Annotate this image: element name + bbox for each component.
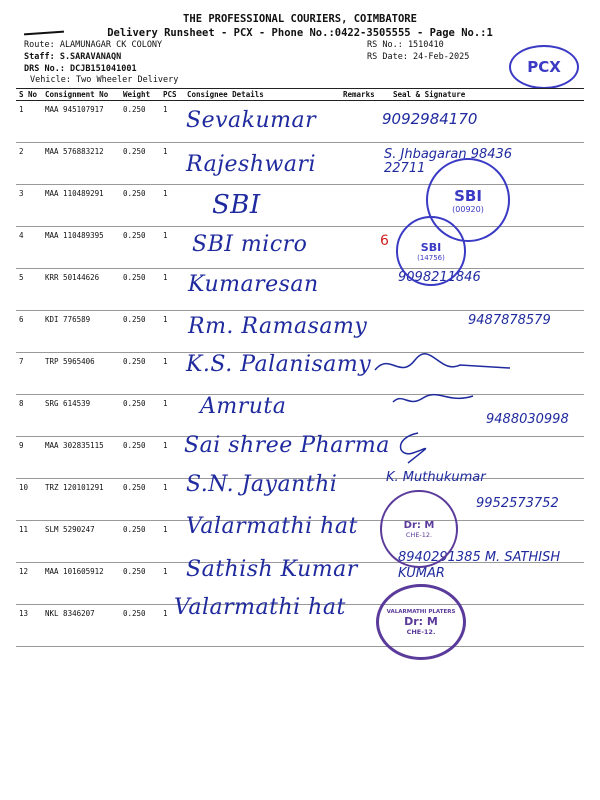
cell-pcs: 1	[160, 143, 184, 185]
hw-consignee-1: Sevakumar	[186, 108, 317, 133]
valarmathi-stamp-2	[376, 584, 466, 660]
cell-cno: TRZ 120101291	[42, 479, 120, 521]
cell-pcs: 1	[160, 395, 184, 437]
cell-pcs: 1	[160, 269, 184, 311]
hw-signature-5: 9098211846	[398, 270, 481, 285]
hw-consignee-8: Amruta	[200, 394, 287, 419]
cell-cno: MAA 576883212	[42, 143, 120, 185]
col-signature: Seal & Signature	[390, 89, 584, 101]
hw-signature-6: 9487878579	[468, 313, 551, 328]
cell-cno: MAA 110489395	[42, 227, 120, 269]
sbi-stamp-2-code: (14756)	[417, 253, 445, 262]
cell-cno: MAA 110489291	[42, 185, 120, 227]
hw-signature-10: K. Muthukumar	[386, 470, 486, 485]
hw-signature-12: 8940291385 M. SATHISH KUMAR	[398, 550, 561, 581]
hw-consignee-7: K.S. Palanisamy	[186, 352, 372, 377]
hw-consignee-9: Sai shree Pharma	[184, 433, 390, 458]
rs-date: RS Date: 24-Feb-2025	[367, 52, 470, 62]
hw-signature-8: 9488030998	[486, 412, 569, 427]
cell-pcs: 1	[160, 563, 184, 605]
col-pcs: PCS	[160, 89, 184, 101]
cell-sno: 8	[16, 395, 42, 437]
cell-pcs: 1	[160, 101, 184, 143]
cell-weight: 0.250	[120, 605, 160, 647]
cell-pcs: 1	[160, 311, 184, 353]
hw-consignee-10: S.N. Jayanthi	[186, 472, 338, 497]
cell-weight: 0.250	[120, 311, 160, 353]
col-consignee: Consignee Details	[184, 89, 340, 101]
hw-signature-11: 9952573752	[476, 496, 559, 511]
cell-remarks-area	[340, 395, 390, 437]
signature-scribble-7	[370, 350, 520, 380]
red-mark: 6	[380, 233, 389, 249]
hw-consignee-2: Rajeshwari	[186, 152, 316, 177]
sbi-stamp-2	[396, 216, 466, 286]
cell-weight: 0.250	[120, 227, 160, 269]
cell-sno: 13	[16, 605, 42, 647]
cell-sno: 9	[16, 437, 42, 479]
runsheet-subtitle: Delivery Runsheet - PCX - Phone No.:0422-3505555 - Page No.:1	[107, 27, 493, 39]
cell-cno: MAA 302835115	[42, 437, 120, 479]
pcx-stamp: PCX	[509, 45, 579, 89]
valarmathi-stamp-1-dr: Dr: M	[403, 519, 435, 531]
cell-pcs: 1	[160, 437, 184, 479]
company-title: THE PROFESSIONAL COURIERS, COIMBATORE	[183, 13, 417, 25]
cell-cno: KDI 776589	[42, 311, 120, 353]
cell-sno: 1	[16, 101, 42, 143]
cell-weight: 0.250	[120, 143, 160, 185]
cell-sno: 4	[16, 227, 42, 269]
col-remarks: Remarks	[340, 89, 390, 101]
table-header-row	[16, 89, 584, 101]
hw-consignee-5: Kumaresan	[188, 272, 319, 297]
drs-line: DRS No.: DCJB151041001	[24, 64, 137, 74]
hw-consignee-4: SBI micro	[192, 232, 308, 257]
cell-weight: 0.250	[120, 101, 160, 143]
cell-weight: 0.250	[120, 353, 160, 395]
valarmathi-stamp-2-dr: Dr: M	[404, 614, 438, 628]
hw-consignee-6: Rm. Ramasamy	[188, 314, 368, 339]
cell-sno: 6	[16, 311, 42, 353]
cell-sno: 3	[16, 185, 42, 227]
sbi-stamp-1-code: (00920)	[452, 204, 484, 214]
cell-remarks-area	[340, 185, 390, 227]
cell-pcs: 1	[160, 605, 184, 647]
valarmathi-stamp-1	[380, 490, 458, 568]
cell-weight: 0.250	[120, 563, 160, 605]
cell-weight: 0.250	[120, 269, 160, 311]
hw-consignee-11: Valarmathi hat	[186, 514, 358, 539]
hw-consignee-13: Valarmathi hat	[174, 595, 346, 620]
sbi-stamp-2-text: SBI	[420, 240, 442, 254]
cell-cno: MAA 101605912	[42, 563, 120, 605]
cell-cno: TRP 5965406	[42, 353, 120, 395]
col-weight: Weight	[120, 89, 160, 101]
cell-sno: 2	[16, 143, 42, 185]
cell-weight: 0.250	[120, 479, 160, 521]
cell-sno: 12	[16, 563, 42, 605]
vehicle-line: Vehicle: Two Wheeler Delivery	[30, 75, 179, 85]
cell-weight: 0.250	[120, 521, 160, 563]
cell-pcs: 1	[160, 479, 184, 521]
cell-consignee-area	[184, 185, 340, 227]
cell-cno: SLM 5290247	[42, 521, 120, 563]
staff-line: Staff: S.SARAVANAQN	[24, 52, 122, 62]
cell-pcs: 1	[160, 353, 184, 395]
signature-scribble-9	[388, 428, 438, 468]
hw-signature-1: 9092984170	[382, 110, 478, 128]
valarmathi-stamp-1-sub: CHE-12.	[405, 530, 433, 539]
cell-sno: 5	[16, 269, 42, 311]
hw-consignee-3: SBI	[212, 190, 261, 220]
cell-weight: 0.250	[120, 185, 160, 227]
cell-cno: SRG 614539	[42, 395, 120, 437]
cell-remarks-area	[340, 143, 390, 185]
signature-scribble-8	[388, 390, 478, 410]
rs-no: RS No.: 1510410	[367, 40, 444, 50]
cell-cno: NKL 8346207	[42, 605, 120, 647]
valarmathi-stamp-2-sub: CHE-12.	[406, 627, 436, 636]
hw-signature-2: S. Jhbagaran 98436 22711	[384, 147, 513, 176]
cell-sno: 7	[16, 353, 42, 395]
valarmathi-stamp-2-text: VALARMATHI PLATERS	[386, 608, 456, 615]
cell-cno: MAA 945107917	[42, 101, 120, 143]
cell-cno: KRR 50144626	[42, 269, 120, 311]
cell-pcs: 1	[160, 227, 184, 269]
cell-sno: 10	[16, 479, 42, 521]
hw-consignee-12: Sathish Kumar	[186, 557, 358, 582]
cell-pcs: 1	[160, 521, 184, 563]
route-line: Route: ALAMUNAGAR CK COLONY	[24, 40, 163, 50]
col-consignment: Consignment No	[42, 89, 120, 101]
cell-weight: 0.250	[120, 437, 160, 479]
cell-sno: 11	[16, 521, 42, 563]
cell-pcs: 1	[160, 185, 184, 227]
col-sno: S No	[16, 89, 42, 101]
sbi-stamp-1-text: SBI	[454, 186, 482, 205]
cell-remarks-area	[340, 269, 390, 311]
cell-weight: 0.250	[120, 395, 160, 437]
